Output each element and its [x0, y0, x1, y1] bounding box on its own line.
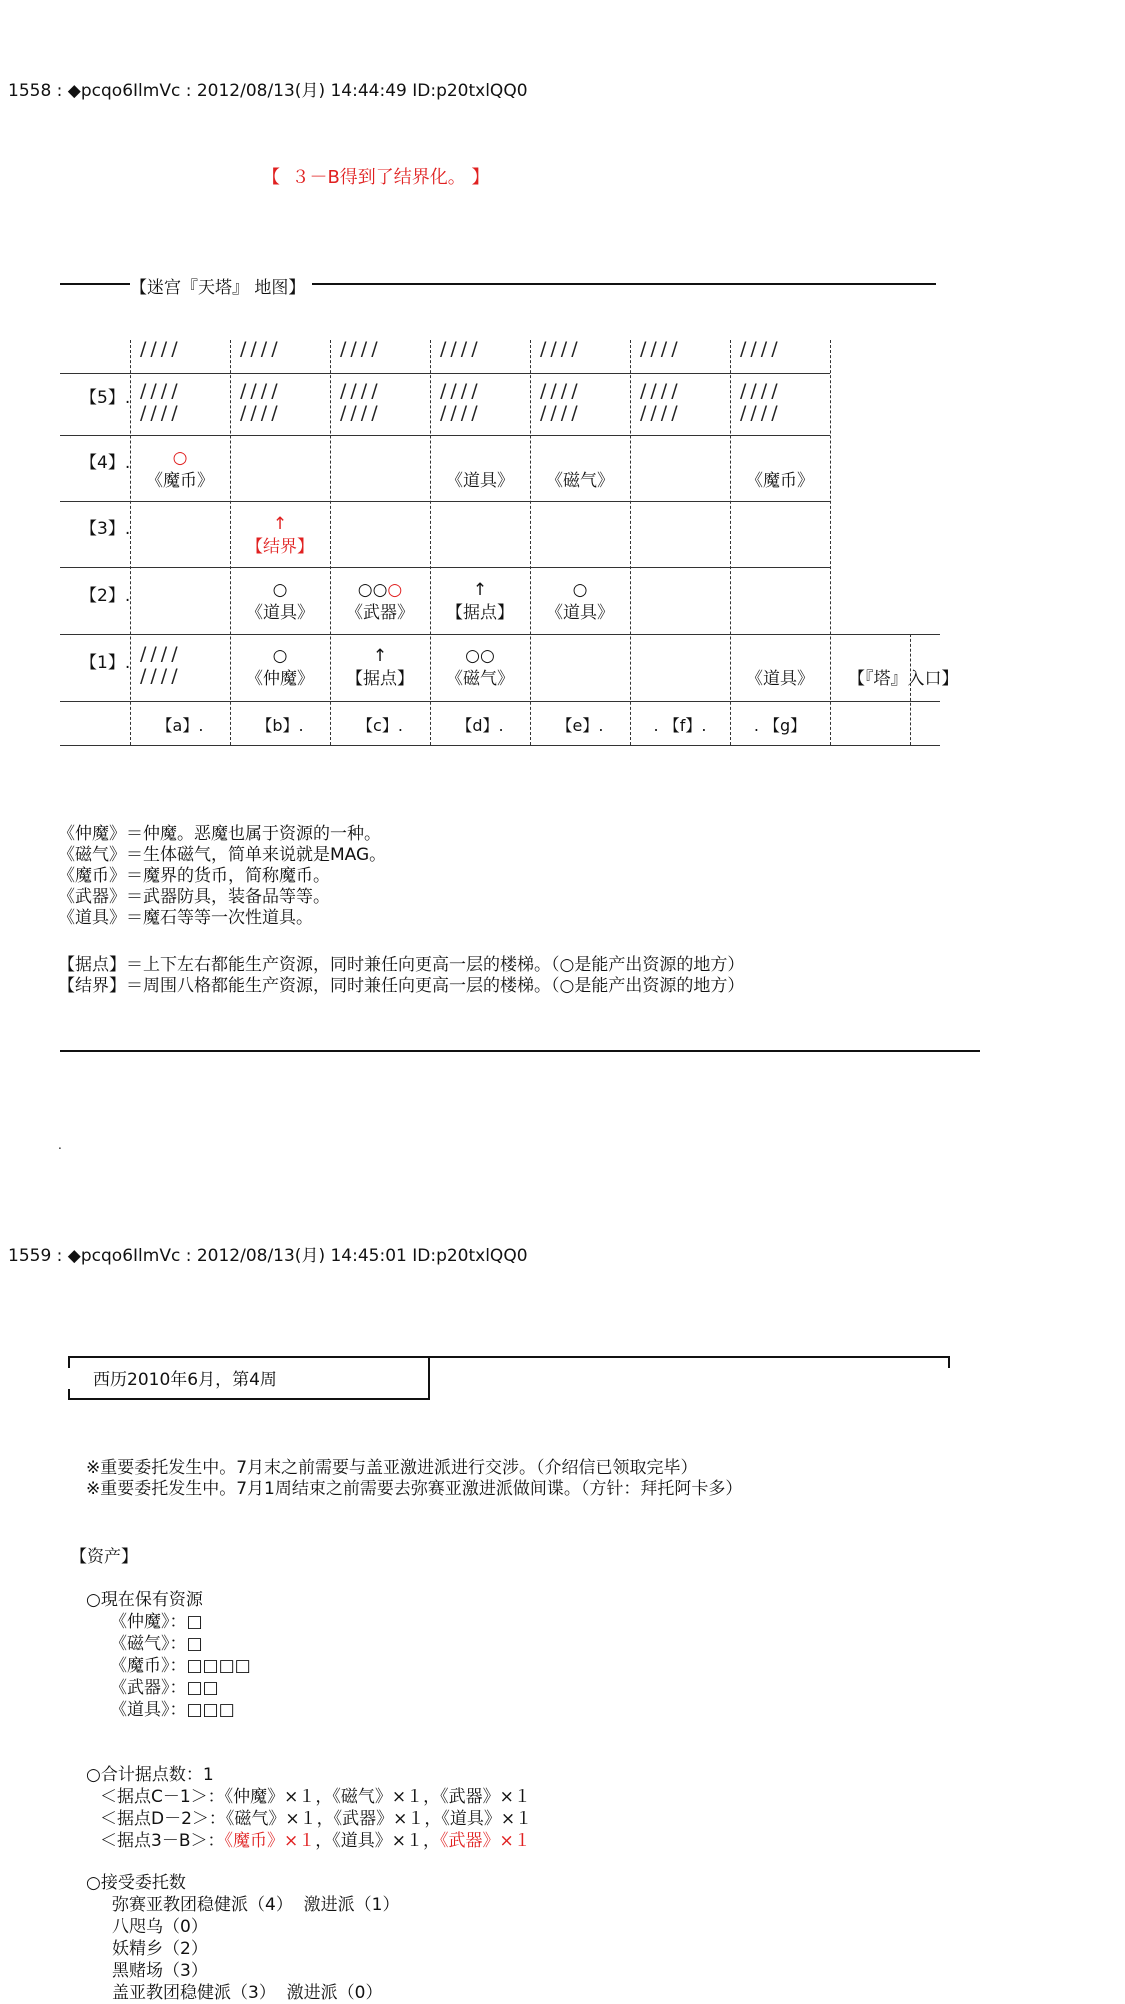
- grid-line: [830, 340, 831, 745]
- row-label: 【1】.: [80, 653, 131, 673]
- hatch-row5: ////: [740, 402, 782, 424]
- cell-item: 《魔币》: [746, 471, 814, 491]
- cell-mark: ○○: [465, 646, 495, 666]
- grid-line: [60, 567, 830, 568]
- date-box-right: [948, 1356, 950, 1368]
- grid-line: [60, 435, 830, 436]
- hatch-row5: ////: [440, 380, 482, 402]
- col-label: 【a】.: [156, 716, 204, 735]
- cell-item: 《磁气》: [546, 471, 614, 491]
- post-header: 1559 : ◆pcqo6IlmVc : 2012/08/13(月) 14:45:01 ID:p20txlQQ0: [8, 1246, 528, 1266]
- commissions-title: ○接受委托数: [86, 1873, 186, 1893]
- cell-arrow: ↑: [272, 514, 288, 534]
- hatch-row5: ////: [440, 402, 482, 424]
- hatch-top: ////: [140, 338, 182, 360]
- resource-item: 《磁气》：□: [110, 1634, 203, 1654]
- grid-line: [530, 340, 531, 745]
- hatch-row5: ////: [540, 380, 582, 402]
- cell-arrow: ↑: [472, 580, 488, 600]
- cell-item: 《道具》: [546, 603, 614, 623]
- cell-mark: [330, 580, 430, 601]
- cell-item: 【据点】: [346, 669, 414, 689]
- hatch-top: ////: [540, 338, 582, 360]
- hatch-row5: ////: [140, 402, 182, 424]
- hatch-row5: ////: [140, 380, 182, 402]
- row-label: 【2】.: [80, 586, 131, 606]
- hatch-row5: ////: [340, 402, 382, 424]
- cell-item: 《武器》: [346, 603, 414, 623]
- commission-item: 盖亚教团稳健派（3） 激进派（0）: [112, 1983, 383, 2003]
- assets-title: 【资产】: [70, 1547, 138, 1567]
- base-3b-mid: ，《道具》×１，: [315, 1831, 440, 1851]
- resource-item: 《仲魔》：□: [110, 1612, 203, 1632]
- base-3b-red: 《武器》×１: [439, 1831, 531, 1851]
- legend-item: 《道具》＝魔石等等一次性道具。: [58, 908, 313, 928]
- commission-item: 弥赛亚教团稳健派（4） 激进派（1）: [112, 1895, 400, 1915]
- cell-item: 《磁气》: [446, 669, 514, 689]
- hatch-top: ////: [640, 338, 682, 360]
- commission-item: 八咫乌（0）: [112, 1917, 208, 1937]
- map-title: 【迷宫『天塔』 地图】: [130, 278, 306, 298]
- legend-item: 《磁气》＝生体磁气，简单来说就是MAG。: [58, 845, 387, 865]
- col-label: . 【g】: [753, 716, 807, 735]
- row-label: 【5】.: [80, 388, 131, 408]
- hatch-row5: ////: [640, 380, 682, 402]
- request-item: ※重要委托发生中。7月1周结束之前需要去弥赛亚激进派做间谍。（方针：拜托阿卡多）: [86, 1479, 743, 1499]
- commission-item: 黑赌场（3）: [112, 1961, 208, 1981]
- base-item: ＜据点D－2＞：《磁气》×１，《武器》×１，《道具》×１: [100, 1809, 533, 1829]
- note-barrier: 【结界】＝周围八格都能生产资源，同时兼任向更高一层的楼梯。（○是能产出资源的地方）: [58, 976, 745, 996]
- request-item: ※重要委托发生中。7月末之前需要与盖亚激进派进行交涉。（介绍信已领取完毕）: [86, 1458, 698, 1478]
- separator-line: [60, 1050, 980, 1052]
- cell-item: 【结界】: [246, 537, 314, 557]
- hatch-top: ////: [440, 338, 482, 360]
- tower-entrance: 【『塔』入口】: [848, 669, 959, 689]
- cell-mark-black: ○○: [357, 580, 388, 600]
- hatch-r1a: ////: [140, 665, 182, 687]
- date-box-bl: [68, 1389, 70, 1400]
- cell-item: 《道具》: [746, 669, 814, 689]
- resource-item: 《魔币》：□□□□: [110, 1656, 251, 1676]
- cell-item: 《魔币》: [146, 471, 214, 491]
- stray-dot: .: [58, 1138, 62, 1152]
- hatch-row5: ////: [740, 380, 782, 402]
- col-label: 【b】.: [256, 716, 304, 735]
- col-label: 【c】.: [357, 716, 403, 735]
- hatch-row5: ////: [340, 380, 382, 402]
- col-label: . 【f】.: [653, 716, 707, 735]
- cell-arrow: ↑: [372, 646, 388, 666]
- legend-item: 《魔币》＝魔界的货币，简称魔币。: [58, 866, 330, 886]
- cell-mark: ○: [272, 646, 288, 666]
- grid-line: [630, 340, 631, 745]
- bases-title: ○合计据点数：1: [86, 1765, 214, 1785]
- base-item: ＜据点C－1＞：《仲魔》×１，《磁气》×１，《武器》×１: [100, 1787, 531, 1807]
- cell-mark: ○: [172, 448, 188, 468]
- grid-line: [60, 501, 830, 502]
- date-box-left: [68, 1356, 70, 1368]
- row-label: 【3】.: [80, 519, 131, 539]
- grid-line: [60, 634, 940, 635]
- grid-line: [60, 745, 940, 746]
- base-3b-label: ＜据点3－B＞：: [100, 1831, 225, 1851]
- cell-item: 《道具》: [446, 471, 514, 491]
- hatch-row5: ////: [240, 380, 282, 402]
- col-label: 【d】.: [456, 716, 504, 735]
- date-text: 西历2010年6月，第4周: [93, 1370, 277, 1390]
- date-box-mid: [428, 1356, 430, 1400]
- hatch-row5: ////: [640, 402, 682, 424]
- cell-item: 【据点】: [446, 603, 514, 623]
- hatch-top: ////: [340, 338, 382, 360]
- hatch-row5: ////: [540, 402, 582, 424]
- hatch-top: ////: [240, 338, 282, 360]
- cell-mark-red: ○: [387, 580, 403, 600]
- post-title: 【 ３－B得到了结界化。 】: [262, 167, 490, 188]
- hatch-top: ////: [740, 338, 782, 360]
- date-box-bottom: [68, 1398, 430, 1400]
- row-label: 【4】.: [80, 453, 131, 473]
- post-header: 1558 : ◆pcqo6IlmVc : 2012/08/13(月) 14:44:49 ID:p20txlQQ0: [8, 81, 528, 101]
- cell-mark: ○: [272, 580, 288, 600]
- cell-mark: ○: [572, 580, 588, 600]
- base-item-3b: [100, 1831, 531, 1852]
- resource-item: 《武器》：□□: [110, 1678, 219, 1698]
- cell-item: 《仲魔》: [246, 669, 314, 689]
- hatch-row5: ////: [240, 402, 282, 424]
- resource-item: 《道具》：□□□: [110, 1700, 235, 1720]
- grid-line: [60, 701, 940, 702]
- hatch-r1a: ////: [140, 643, 182, 665]
- commission-item: 妖精乡（2）: [112, 1939, 208, 1959]
- col-label: 【e】.: [556, 716, 604, 735]
- base-3b-red: 《魔币》×１: [224, 1831, 316, 1851]
- cell-item: 《道具》: [246, 603, 314, 623]
- dungeon-map: [0, 0, 1125, 760]
- grid-line: [60, 373, 830, 374]
- resources-title: ○現在保有资源: [86, 1590, 203, 1610]
- legend-item: 《仲魔》＝仲魔。恶魔也属于资源的一种。: [58, 824, 381, 844]
- date-box-top: [68, 1356, 950, 1358]
- note-base: 【据点】＝上下左右都能生产资源，同时兼任向更高一层的楼梯。（○是能产出资源的地方）: [58, 955, 745, 975]
- legend-item: 《武器》＝武器防具，装备品等等。: [58, 887, 330, 907]
